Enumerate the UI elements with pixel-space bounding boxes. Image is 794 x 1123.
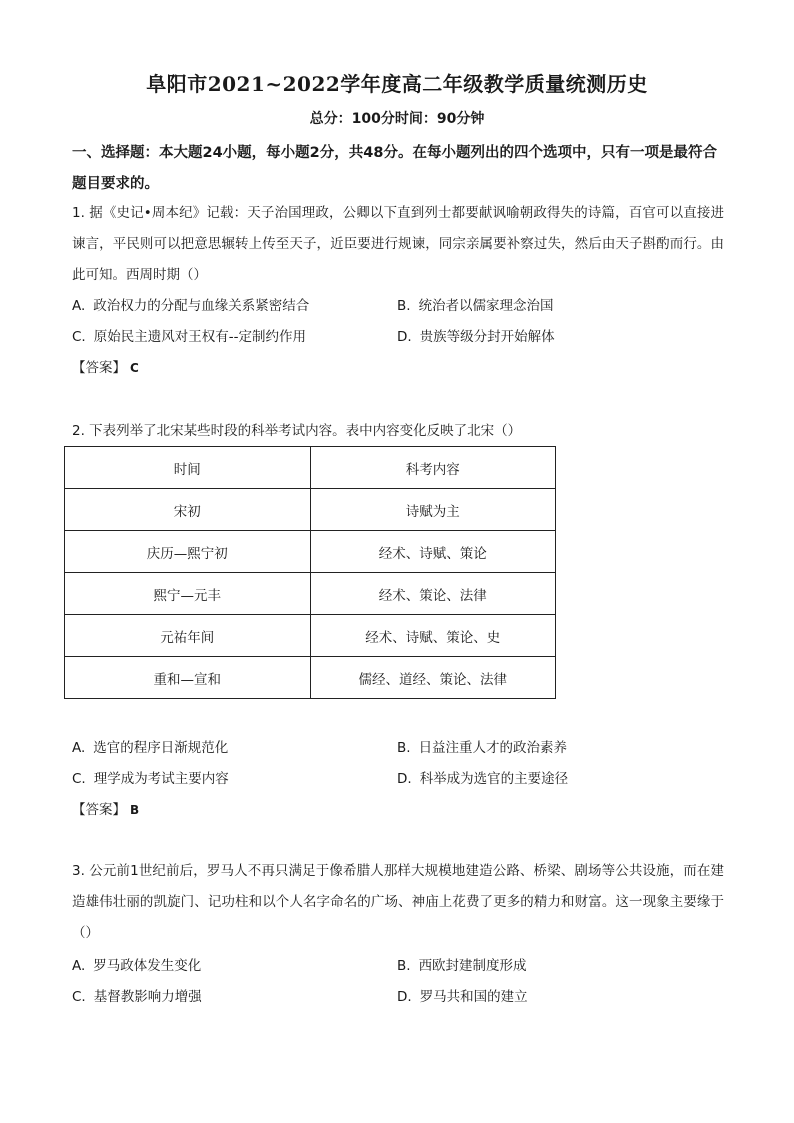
page-subtitle: 总分：100分时间：90分钟 xyxy=(309,111,485,127)
question-1-option-d xyxy=(397,327,555,347)
table-cell: 经术、策论、法律 xyxy=(310,573,556,615)
option-key: C. xyxy=(72,771,86,787)
answer-value: C xyxy=(130,361,139,375)
answer-value: B xyxy=(130,803,140,817)
question-3-option-b xyxy=(397,956,527,976)
table-row xyxy=(65,489,556,531)
table-cell: 儒经、道经、策论、法律 xyxy=(310,657,556,699)
option-key: D. xyxy=(397,989,412,1005)
question-3-option-a xyxy=(72,956,201,976)
question-1-text: 1. 据《史记•周本纪》记载：天子治国理政，公卿以下直到列士都要献讽喻朝政得失的诗篇，百官可以直接进谏言，平民则可以把意思辗转上传至天子，近臣要进行规谏，同宗亲属要补察过失，然后由天子斟酌而行。由此可知。西周时期（） xyxy=(72,205,724,283)
option-text: 罗马政体发生变化 xyxy=(93,958,202,974)
question-2-answer xyxy=(72,800,139,820)
table-row xyxy=(65,531,556,573)
answer-label: 【答案】 xyxy=(72,802,126,818)
option-text: 政治权力的分配与血缘关系紧密结合 xyxy=(93,298,310,314)
question-2-text: 2. 下表列举了北宋某些时段的科举考试内容。表中内容变化反映了北宋（） xyxy=(72,423,522,439)
option-key: A. xyxy=(72,958,86,974)
option-text: 罗马共和国的建立 xyxy=(419,989,528,1005)
page-title: 阜阳市2021~2022学年度高二年级教学质量统测历史 xyxy=(146,72,648,96)
table-row xyxy=(65,615,556,657)
question-1-option-b xyxy=(397,296,554,316)
table-cell: 宋初 xyxy=(65,489,311,531)
question-3-option-c xyxy=(72,987,202,1007)
table-cell: 庆历—熙宁初 xyxy=(65,531,311,573)
option-text: 西欧封建制度形成 xyxy=(418,958,527,974)
question-1-option-a xyxy=(72,296,309,316)
option-key: D. xyxy=(397,329,412,345)
option-key: D. xyxy=(397,771,412,787)
option-key: C. xyxy=(72,329,86,345)
option-text: 选官的程序日渐规范化 xyxy=(93,740,229,756)
table-cell: 熙宁—元丰 xyxy=(65,573,311,615)
table-cell: 元祐年间 xyxy=(65,615,311,657)
question-1-option-c xyxy=(72,327,306,347)
option-key: B. xyxy=(397,298,411,314)
option-text: 统治者以儒家理念治国 xyxy=(418,298,554,314)
table-header-row xyxy=(65,447,556,489)
question-1-answer xyxy=(72,358,139,378)
table-cell: 经术、诗赋、策论 xyxy=(310,531,556,573)
option-text: 基督教影响力增强 xyxy=(93,989,202,1005)
question-2-option-c xyxy=(72,769,229,789)
option-text: 日益注重人才的政治素养 xyxy=(418,740,568,756)
table-header-cell: 科考内容 xyxy=(310,447,556,489)
option-text: 贵族等级分封开始解体 xyxy=(419,329,555,345)
option-key: A. xyxy=(72,298,86,314)
table-cell: 经术、诗赋、策论、史 xyxy=(310,615,556,657)
table-header-cell: 时间 xyxy=(65,447,311,489)
question-2-option-b xyxy=(397,738,567,758)
answer-label: 【答案】 xyxy=(72,360,126,376)
option-key: A. xyxy=(72,740,86,756)
option-key: B. xyxy=(397,958,411,974)
option-key: C. xyxy=(72,989,86,1005)
table-cell: 诗赋为主 xyxy=(310,489,556,531)
question-3-option-d xyxy=(397,987,528,1007)
option-text: 原始民主遗风对王权有--定制约作用 xyxy=(93,329,306,345)
section-heading: 一、选择题：本大题24小题，每小题2分，共48分。在每小题列出的四个选项中，只有一项是最符合题目要求的。 xyxy=(72,145,717,192)
option-text: 科举成为选官的主要途径 xyxy=(419,771,569,787)
option-text: 理学成为考试主要内容 xyxy=(93,771,229,787)
table-row xyxy=(65,657,556,699)
table-cell: 重和—宣和 xyxy=(65,657,311,699)
table-row xyxy=(65,573,556,615)
exam-content-table xyxy=(64,446,556,699)
question-2-option-a xyxy=(72,738,228,758)
question-2-option-d xyxy=(397,769,568,789)
option-key: B. xyxy=(397,740,411,756)
question-3-text: 3. 公元前1世纪前后，罗马人不再只满足于像希腊人那样大规模地建造公路、桥梁、剧场等公共设施，而在建造雄伟壮丽的凯旋门、记功柱和以个人名字命名的广场、神庙上花费了更多的精力和财富。这一现象主要缘于（） xyxy=(72,863,724,941)
